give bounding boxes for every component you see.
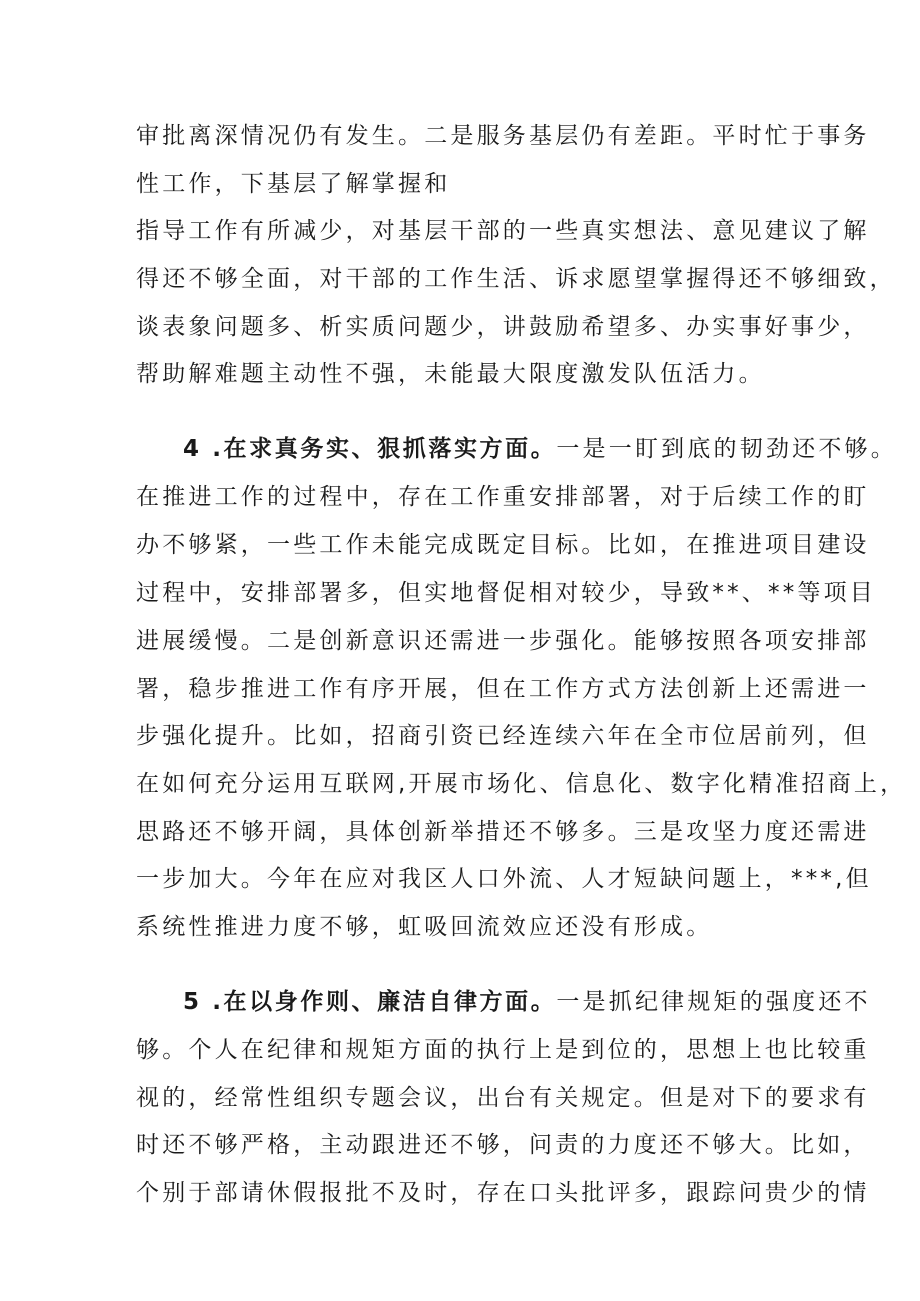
text-line: 署，稳步推进工作有序开展，但在工作方式方法创新上还需进一	[136, 676, 870, 702]
text-line: 审批离深情况仍有发生。二是服务基层仍有差距。平时忙于事务	[136, 123, 870, 149]
section-5-first-line-text: 一是抓纪律规矩的强度还不	[556, 989, 871, 1015]
text-line: 在如何充分运用互联网,开展市场化、信息化、数字化精准招商上，	[136, 771, 907, 797]
section-4-first-line	[183, 433, 897, 465]
text-line: 视的，经常性组织专题会议，出台有关规定。但是对下的要求有	[136, 1085, 870, 1111]
text-line: 够。个人在纪律和规矩方面的执行上是到位的，思想上也比较重	[136, 1037, 870, 1063]
text-line: 一步加大。今年在应对我区人口外流、人才短缺问题上，***,但	[136, 866, 872, 892]
text-line: 系统性推进力度不够，虹吸回流效应还没有形成。	[136, 914, 713, 940]
section-4-first-line-text: 一是一盯到底的韧劲还不够。	[556, 436, 897, 462]
text-line: 谈表象问题多、析实质问题少，讲鼓励希望多、办实事好事少，	[136, 314, 870, 340]
section-4-heading: 4 .在求真务实、狠抓落实方面。	[183, 436, 557, 462]
text-line: 步强化提升。比如，招商引资已经连续六年在全市位居前列，但	[136, 723, 870, 749]
text-line: 帮助解难题主动性不强，未能最大限度激发队伍活力。	[136, 361, 765, 387]
text-line: 得还不够全面，对干部的工作生活、诉求愿望掌握得还不够细致，	[136, 266, 896, 292]
text-line: 性工作，下基层了解掌握和	[136, 171, 451, 197]
text-line: 个别于部请休假报批不及时，存在口头批评多，跟踪问贵少的情	[136, 1180, 870, 1206]
text-line: 思路还不够开阔，具体创新举措还不够多。三是攻坚力度还需进	[136, 819, 870, 845]
section-5-heading: 5 .在以身作则、廉洁自律方面。	[183, 989, 557, 1015]
section-5-first-line	[183, 986, 871, 1018]
text-line: 指导工作有所减少，对基层干部的一些真实想法、意见建议了解	[136, 218, 870, 244]
text-line: 在推进工作的过程中，存在工作重安排部署，对于后续工作的盯	[136, 484, 870, 510]
text-line: 时还不够严格，主动跟进还不够，问责的力度还不够大。比如，	[136, 1132, 870, 1158]
text-line: 办不够紧，一些工作未能完成既定目标。比如，在推进项目建设	[136, 532, 870, 558]
text-line: 进展缓慢。二是创新意识还需进一步强化。能够按照各项安排部	[136, 628, 870, 654]
text-line: 过程中，安排部署多，但实地督促相对较少，导致**、**等项目	[136, 580, 876, 606]
